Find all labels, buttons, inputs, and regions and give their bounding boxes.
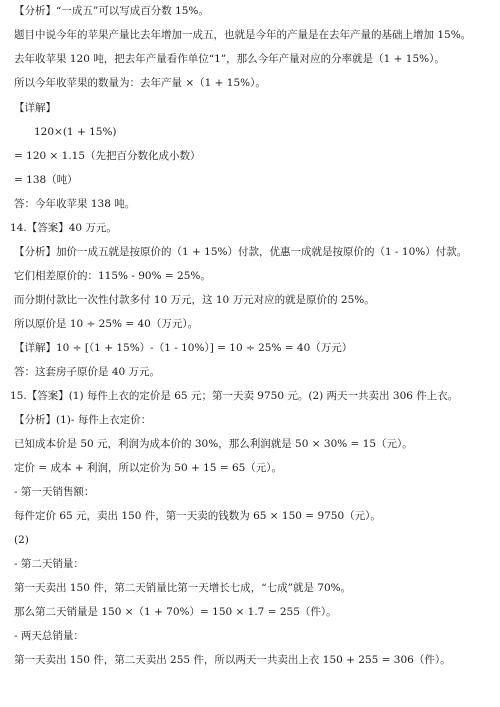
text-line: 已知成本价是 50 元，利润为成本价的 30%，那么利润就是 50 × 30% = 15（元）。 bbox=[14, 438, 413, 450]
text-line: 那么第二天销量是 150 ×（1 + 70%）= 150 × 1.7 = 255（件）。 bbox=[14, 606, 337, 618]
text-line: 定价 = 成本 + 利润，所以定价为 50 + 15 = 65（元）。 bbox=[14, 462, 283, 474]
text-line: 而分期付款比一次性付款多付 10 万元，这 10 万元对应的就是原价的 25%。 bbox=[14, 294, 375, 306]
text-line: 每件定价 65 元，卖出 150 件，第一天卖的钱数为 65 × 150 = 9750（元）。 bbox=[14, 510, 381, 522]
formula-line: = 138（吨） bbox=[14, 174, 78, 186]
analysis-line: 【分析】(1)- 每件上衣定价： bbox=[14, 414, 152, 426]
text-line: 它们相差原价的：115% - 90% = 25%。 bbox=[14, 270, 211, 282]
text-line: 所以原价是 10 ÷ 25% = 40（万元）。 bbox=[14, 318, 199, 330]
subheading-line: - 第一天销售额： bbox=[14, 486, 95, 498]
detail-heading: 【详解】 bbox=[14, 102, 56, 114]
text-line: 去年收苹果 120 吨，把去年产量看作单位“1”，那么今年产量对应的分率就是（1 + 15%）。 bbox=[14, 53, 445, 65]
formula-line: 120×(1 + 15%) bbox=[34, 126, 117, 138]
question-14-answer: 14.【答案】40 万元。 bbox=[10, 222, 117, 234]
answer-line: 答：今年收苹果 138 吨。 bbox=[14, 198, 136, 210]
subheading-line: - 第二天销量： bbox=[14, 558, 84, 570]
question-15-answer: 15.【答案】(1) 每件上衣的定价是 65 元；第一天卖 9750 元。(2) 两天一共卖出 306 件上衣。 bbox=[10, 390, 459, 402]
detail-line: 【详解】10 ÷ [（1 + 15%）-（1 - 10%）] = 10 ÷ 25% = 40（万元） bbox=[14, 342, 353, 354]
formula-line: = 120 × 1.15（先把百分数化成小数） bbox=[14, 150, 201, 162]
text-line: 第一天卖出 150 件，第二天销量比第一天增长七成，“七成”就是 70%。 bbox=[14, 582, 352, 594]
part-label: (2) bbox=[14, 534, 29, 546]
answer-line: 答：这套房子原价是 40 万元。 bbox=[14, 366, 161, 378]
text-line: 第一天卖出 150 件，第二天卖出 255 件，所以两天一共卖出上衣 150 + 255 = 306（件）。 bbox=[14, 654, 451, 666]
analysis-line: 【分析】加价一成五就是按原价的（1 + 15%）付款，优惠一成就是按原价的（1 - 10%）付款。 bbox=[14, 246, 468, 258]
text-line: 题目中说今年的苹果产量比去年增加一成五，也就是今年的产量是在去年产量的基础上增加 15%。 bbox=[14, 29, 472, 41]
subheading-line: - 两天总销量： bbox=[14, 630, 84, 642]
text-line: 所以今年收苹果的数量为：去年产量 ×（1 + 15%）。 bbox=[14, 77, 266, 89]
analysis-line: 【分析】“一成五”可以写成百分数 15%。 bbox=[14, 5, 209, 17]
